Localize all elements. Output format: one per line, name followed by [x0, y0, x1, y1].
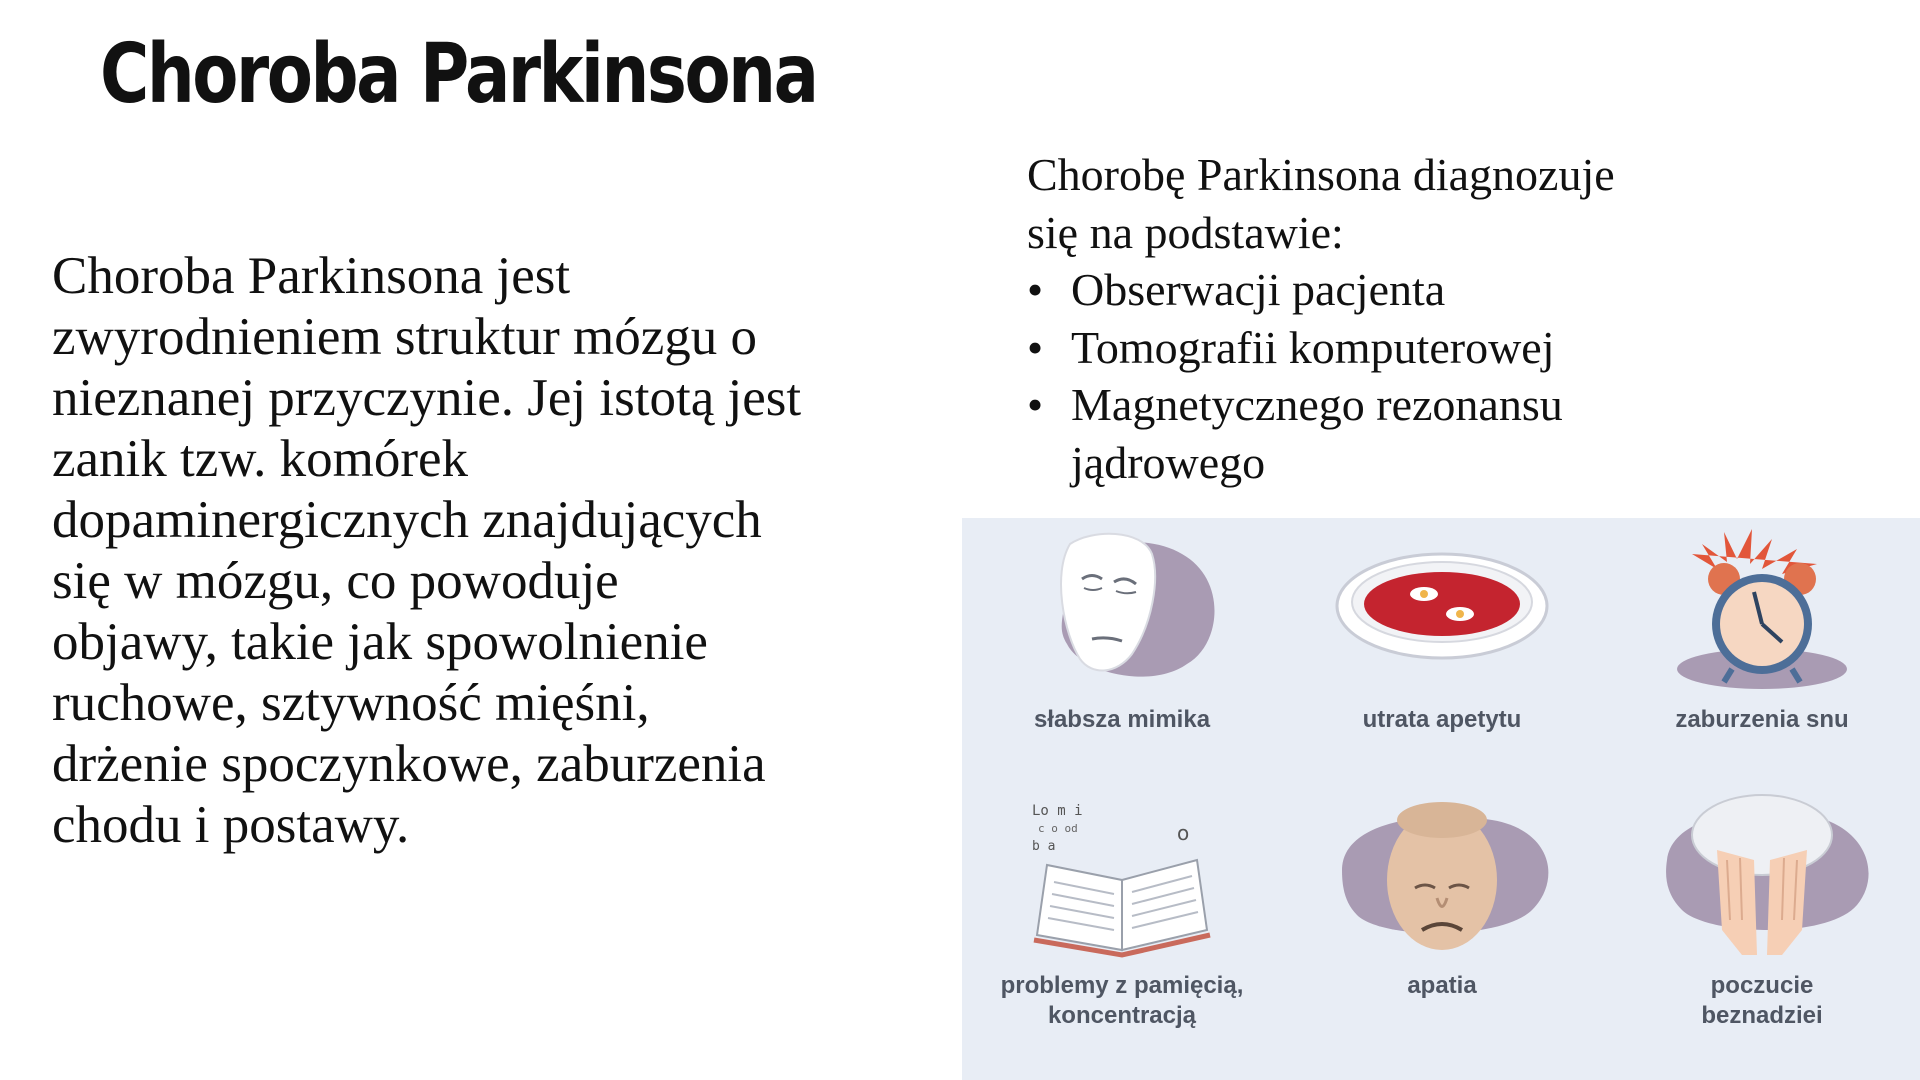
alarm-clock-icon	[1632, 524, 1892, 699]
symptoms-illustration-panel	[962, 518, 1920, 1080]
symptom-card	[1602, 790, 1920, 1031]
diagnosis-item-text: • Tomografii komputerowej	[1071, 321, 1555, 373]
paragraph-line: chodu i postawy.	[52, 796, 410, 854]
svg-text:o: o	[1177, 821, 1190, 845]
symptom-card	[1602, 524, 1920, 735]
paragraph-line: ruchowe, sztywność mięśni,	[52, 674, 650, 732]
paragraph-line: nieznanej przyczynie. Jej istotą jest	[52, 369, 802, 427]
symptom-label	[962, 705, 1282, 735]
symptom-label	[962, 971, 1282, 1031]
diagnosis-intro-line: się na podstawie:	[1027, 206, 1344, 258]
mask-icon	[992, 524, 1252, 699]
apathetic-face-icon	[1312, 790, 1572, 965]
symptom-label	[1602, 705, 1920, 735]
paragraph-line: Choroba Parkinsona jest	[52, 247, 571, 305]
symptom-label-line: koncentracją	[1047, 1002, 1197, 1029]
paragraph-line: drżenie spoczynkowe, zaburzenia	[52, 735, 766, 793]
symptom-label	[1282, 705, 1602, 735]
paragraph-line: objawy, takie jak spowolnienie	[52, 613, 708, 671]
symptom-label	[1282, 971, 1602, 1001]
symptom-label	[1602, 971, 1920, 1031]
paragraph-line: dopaminergicznych znajdujących	[52, 491, 762, 549]
symptom-label-line: zaburzenia snu	[1675, 706, 1849, 733]
symptom-label-line: problemy z pamięcią,	[1000, 972, 1244, 999]
description-paragraph	[52, 246, 932, 856]
diagnosis-item	[1027, 319, 1877, 377]
diagnosis-section	[1027, 146, 1877, 491]
symptom-label-line: apatia	[1407, 972, 1477, 999]
symptom-card	[1282, 524, 1602, 735]
diagnosis-item-text: • Magnetycznego rezonansu	[1071, 379, 1563, 430]
open-book-icon	[992, 790, 1252, 965]
diagnosis-list	[1027, 261, 1877, 491]
symptom-label-line: słabsza mimika	[1033, 706, 1211, 733]
diagnosis-intro-line: Chorobę Parkinsona diagnozuje	[1027, 149, 1615, 200]
symptom-card	[962, 790, 1282, 1031]
diagnosis-item	[1027, 261, 1877, 319]
symptom-card	[1282, 790, 1602, 1001]
hands-over-face-icon	[1632, 790, 1892, 965]
paragraph-line: zwyrodnieniem struktur mózgu o	[52, 308, 758, 366]
symptom-card	[962, 524, 1282, 735]
diagnosis-item-text: • Obserwacji pacjenta	[1071, 264, 1446, 315]
paragraph-line: zanik tzw. komórek	[52, 430, 469, 488]
svg-text:Lo m i: Lo m i	[1032, 803, 1083, 819]
symptom-label-line: poczucie	[1710, 972, 1814, 999]
diagnosis-item	[1027, 376, 1877, 491]
slide-title: Choroba Parkinsona	[100, 27, 817, 122]
svg-text:c o od: c o od	[1038, 822, 1078, 835]
symptom-label-line: utrata apetytu	[1362, 706, 1522, 733]
paragraph-line: się w mózgu, co powoduje	[52, 552, 619, 610]
diagnosis-item-text: jądrowego	[1071, 436, 1266, 488]
soup-plate-icon	[1312, 524, 1572, 699]
symptom-label-line: beznadziei	[1701, 1002, 1823, 1029]
svg-text:b a: b a	[1032, 839, 1056, 854]
